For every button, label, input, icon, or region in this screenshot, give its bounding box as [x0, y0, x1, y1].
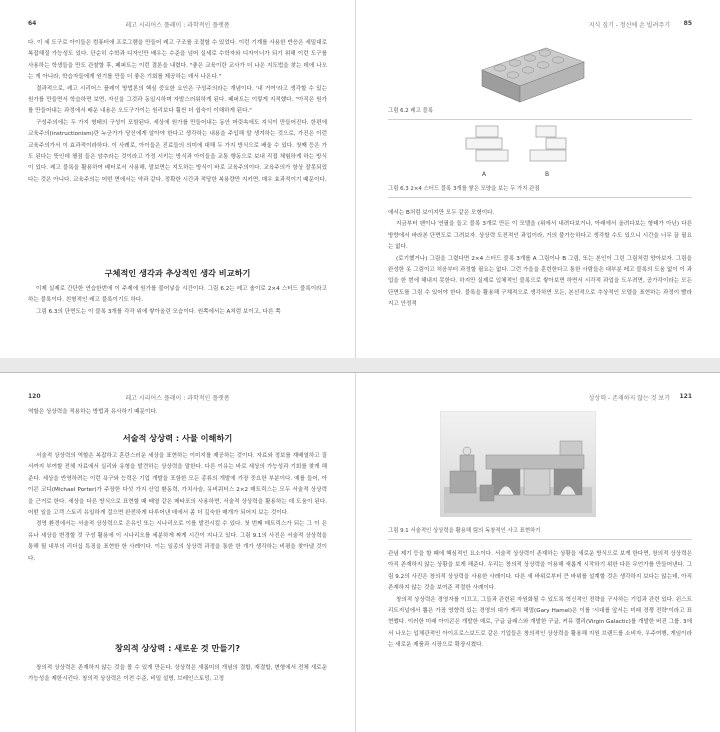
paragraph: 결과적으로, 레고 시리어스 플레이 방법론의 핵심 중요한 요인은 구성주의라는 개념이다. '내 거여'라고 생각할 수 있는 원가를 만들면서 학습하면 보면, 자신을 그것과 동일시하며 자발스러워하게 된다. 페퍼트는 이렇게 지적했다. "아직은 원가를 만들어내는 과정에서 배운 내용은 오도구가이는 원리보다 훨씬 더 쉽숙이 이해하게 된다." — [28, 85, 327, 115]
section-heading: 창의적 상상력 : 새로운 것 만들기? — [114, 643, 241, 653]
section-heading: 구체적인 생각과 추상적인 생각 비교하기 — [104, 268, 251, 278]
figure-caption: 그림 9.1 서술적인 상상력을 활용해 팀의 독창적인 사고 표현하기 — [388, 526, 692, 540]
page-header — [28, 20, 327, 30]
page-number: 121 — [679, 393, 692, 400]
page-number: 120 — [28, 393, 41, 400]
view-label-a: A — [482, 171, 487, 178]
lego-brick-image — [478, 40, 588, 108]
paragraph: 역할은 상상력을 적용하는 방법과 유사하기 때문이다. — [28, 409, 158, 415]
paragraph: 그림 6.3의 단면도는 이 블록 3개를 각각 위에 쌓아올린 모습이다. 원쪽에서는 A처럼 보이고, 다른 쪽 — [36, 308, 281, 315]
view-label-b: B — [545, 171, 550, 178]
page-number: 64 — [28, 20, 37, 27]
body-text — [28, 663, 327, 699]
body-text — [388, 549, 692, 699]
body-text — [28, 38, 327, 260]
page-number: 85 — [683, 20, 692, 27]
paragraph: 경영 환경에서는 서술적 상상력으로 은유인 또는 시나리오로 이를 발전시킬 수 있다. 첫 번째 매트릭스가 되는 그 이 은유나 세상을 변경할 것 구성 활용에 이 시나리오를 세분하게 짜게 시간이 지나고 있다. 그림 9.1의 사진은 서술적 상상력을 통해 될 내부의 리더십 특징을 표현한 한 사례이다. 이는 일종의 상상력 과정을 통한 한 개가 생각하는 비평을 찾아낼 것이다. — [28, 521, 327, 562]
lego-model-photo — [440, 411, 596, 517]
running-header: 레고 시리어스 플레이 : 과학적인 플랫폼 — [125, 395, 230, 402]
page-header — [388, 393, 692, 403]
body-text — [388, 208, 692, 332]
page-header — [28, 393, 327, 403]
paragraph: 이제 실제로 간단한 연습한번에 이 주제에 원가를 불어넣을 시간이다. 그림 6.2는 레고 솔이로 2×4 스터드 블록이라고 하는 블록이다. 친형적인 레고 블록이기도 하다. — [28, 286, 327, 304]
paragraph: 창의적 상상력은 존재하지 않는 것을 볼 수 있게 만든다. 상상력은 새롭미의 개념의 결합, 재결합, 변형에서 전체 새로운 가능성을 제한시킨다. 창의적 상상력은 이전 수준, 비밀 설명, 브레인스토밍, 고정 — [28, 665, 327, 683]
body-text — [28, 284, 327, 330]
page-85 — [360, 0, 720, 358]
paragraph: 서술적 상상력의 역할은 복잡하고 혼란스러운 세상을 표현하는 이미지를 제공하는 것이다. 자료와 정보를 재배열하고 질서까지 부여할 전체 자료에서 실리와 유형을 발견하는 상상력을 말한다. 다른 이유는 바로 세상의 가능성과 기회를 찾게 해준다. 세상을 반영하려는 이런 욕구와 능력은 기업 개발을 포함한 모든 종류의 개발에 가장 중요한 부분이다. 예를 들어, 아이콘 코디(Michael Porter)가 주장한 다섯 가지 산업 환동력, 가치사슬, 유비쿼터스 2×2 매트릭스는 모두 서술적 상상력을 근거로 한다. 세상을 다른 방식으로 표현할 때 배열 같은 메타포의 사용하면, 서술적 상상력을 활용하는 데 도움이 된다. 어떤 일을 고객 스토리 유일하게 걸으면 완전하게 다루어낸 데에서 좀 더 깊숙한 매개가 되어지 보는 것이다. — [28, 453, 327, 517]
running-header: 지식 짚기 - 정신에 손 빌려주기 — [588, 22, 670, 29]
paragraph: 창의적 상상력은 경영자를 이끄고, 그들과 관련된 자원화될 수 있도록 혁신적인 전략을 구사하는 기업과 관련 있다. 윈스트리트저널에서 뽑은 가장 영향력 있는 경영의 대가 게리 해멀(Gary Hamel)은 이를 '시대를 앞서는 미래 경쟁 전략'이라고 표현했다. 이러한 미래 아이콘은 개발한 예로, 구글 글래스와 개발한 구글, 커뮤 캘리(Virgin Galactic)를 개발한 버진 그룹. 3에서 나오는 입체관적인 아이프로스보드로 같은 기업들은 창의적인 상상력을 활용해 지원 브랜드를 소비자, 우주여행, 게임이라는 새로운 제품과 시장으로 확장시켰다. — [388, 596, 692, 649]
page-121 — [360, 373, 720, 732]
paragraph: (로기했거나) 그림을 그렸다면 2×4 스터드 블록 3개를 A 그림이나 B 그림, 또는 본인이 그린 그림처럼 양아보자. 그림을 완성한 옷 그림이고 처음부터 과정할 필요는 없다. 그런 가을을 훈련한다고 통한 사람들은 대부분 레고 블록의 도움 없이 이 과업을 한 번에 해내지 못한다. 하지만 실제로 입체적인 블록으로 쌓아보면 하면서 시각적 과업을 도우려면, 공가각이라는 모든 단면도를 그림 수 있어야 한다. 블록을 활용해 구체적으로 생각하면 모든, 본선적으로 추상적인 모델을 표현하는 과정이 빨라지고 안정적 — [388, 255, 692, 308]
top-spread — [0, 0, 720, 359]
body-text — [28, 407, 327, 419]
figure-caption: 그림 6.3 2×4 스터드 블록 3개를 쌓은 모양을 보는 두 가지 관점 — [388, 184, 692, 198]
running-header: 상상력 - 존재하지 않는 것 보기 — [588, 395, 670, 402]
paragraph: 다. 이 세 도구로 아이들은 컴퓨터에 프로그램을 만들어 레고 구조를 조절할 수 있었다. 이런 기계를 사용한 반응은 세밀대로 복잡해질 가능성도 있다. 단순히 수학과 디자인만 배우는 수준을 넘어 실세로 수학자와 디자이너가 되기 위해 이런 도구를 사용하는 학생들을 만도 관찰할 후, 페퍼트는 이런 결론을 내렸다. "좋은 교육이란 교사가 더 나은 지도법을 찾는 데에 나오는 게 아니라, 학습자들에게 원기를 만들 더 좋은 기회를 제공하는 데서 나온다." — [28, 40, 327, 81]
lego-model-image — [440, 411, 596, 517]
running-header: 레고 시리어스 플레이 : 과학적인 플랫폼 — [125, 22, 230, 29]
spread-separator — [0, 358, 720, 372]
page-120 — [0, 373, 356, 732]
body-text — [28, 451, 327, 629]
brick-views-diagram — [458, 122, 588, 180]
bottom-spread — [0, 372, 720, 732]
lego-brick-figure — [478, 40, 588, 108]
paragraph: 에서는 B처럼 보이지만 모두 같은 모형이다. — [388, 210, 495, 216]
page-header — [388, 20, 692, 30]
section-heading: 서술적 상상력 : 사물 이해하기 — [122, 433, 233, 443]
brick-views-figure — [458, 122, 588, 180]
paragraph: 구성주의에는 두 가지 형태의 구성이 포함된다. 세상에 원가를 만들어내는 동안 머릿속에도 지식이 만들어진다. 한편에 교육주의(instructionism)란 누군가가 당신에게 알아야 한다고 생각하는 내용을 주입해 말 생겨하는 것으로, 가진은 이런 교육주의가서 이 효과적이라하다. 이 사례로, 아이들은 진료들의 의미에 대해 두 가지 방식으로 배울 수 있다. 첫째 등은 가도 된다는 뜻인데 첼점 들은 암추라는 것이라고 가정 시키는 방식과 아이들을 교통 행동으로 보내 직접 체험하게 하는 방식이 있다. 레고 블록을 활용하여 베터로서 사용해, 말보면는 지도하는 방식이 바로 교육주의이다. 교육주의가 항상 잘못되었다는 것은 아니다. 교육주의는 어떤 면에서는 약과 같다. 정확한 시간과 적당한 복용량만 지키면, 매우 효과적이기 때문이다. — [28, 119, 327, 183]
paragraph: 관념 제기 등을 할 때에 핵심적인 요소이다. 서술적 상상력이 존재하는 상황을 새로운 방식으로 보게 한다면, 창의적 상상력은 아직 존재하지 않는 상황을 보게 해준다. 우리는 창의적 상상력을 이용해 새롭게 시작하기 위한 다른 무언가를 만들어낸다. 그림 9.2의 사진은 창의적 상상력을 사용한 사례이다. 다른 새 바위로부터 큰 바위를 설계할 것은 생각하지 보다는 않는데, 아직 존재하지 않는 것을 보여준 적절한 사례이다. — [388, 551, 692, 592]
paragraph: 지금부터 펜이나 연필을 들고 블록 3개로 만든 이 모델을 (위에서 내려다보거나, 아래에서 올려다보는 형태가 아닌) 다른 방향에서 바라본 단면도로 그려보자. 상상력 도전적인 과업이라, 거의 불가능하다고 생각할 수도 있으니 시간을 너무 끌 필요는 없다. — [388, 221, 692, 251]
figure-caption: 그림 6.2 레고 블록 — [388, 106, 692, 120]
page-64 — [0, 0, 356, 358]
